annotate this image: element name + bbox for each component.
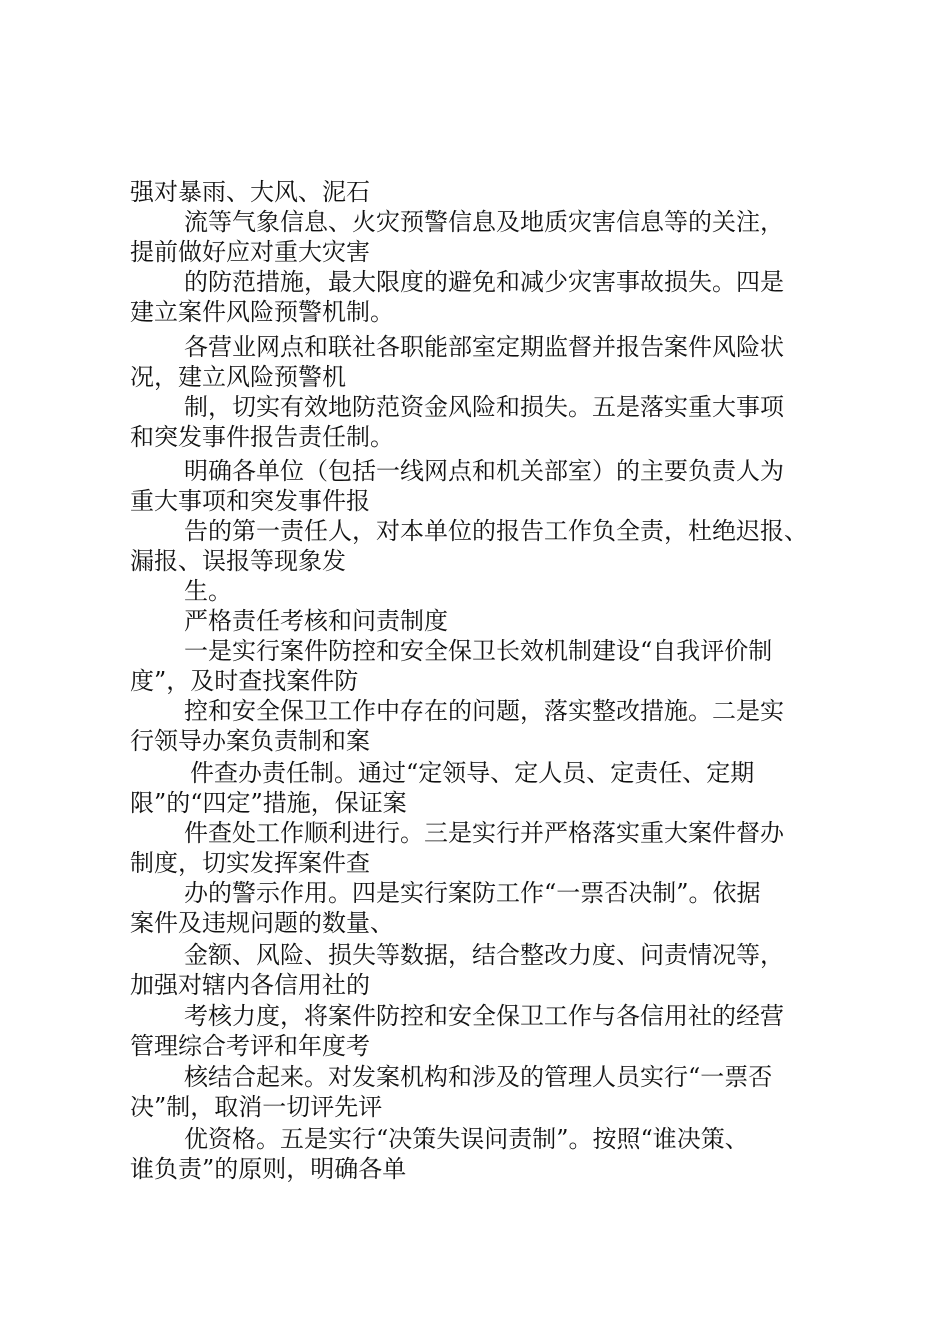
text-line: 考核力度，将案件防控和安全保卫工作与各信用社的经营 [184, 1002, 784, 1030]
text-line: 制度，切实发挥案件查 [130, 849, 370, 877]
text-line: 限”的“四定”措施，保证案 [130, 789, 407, 817]
text-line: 决”制，取消一切评先评 [130, 1093, 383, 1121]
text-line: 行领导办案负责制和案 [130, 727, 370, 755]
text-line: 重大事项和突发事件报 [130, 487, 370, 515]
text-line: 核结合起来。对发案机构和涉及的管理人员实行“一票否 [184, 1063, 773, 1091]
text-line: 生。 [184, 577, 232, 605]
text-line: 漏报、误报等现象发 [130, 547, 346, 575]
text-line: 优资格。五是实行“决策失误问责制”。按照“谁决策、 [184, 1125, 749, 1153]
text-line: 明确各单位（包括一线网点和机关部室）的主要负责人为 [184, 457, 784, 485]
text-line: 谁负责”的原则，明确各单 [130, 1155, 407, 1183]
text-line: 金额、风险、损失等数据，结合整改力度、问责情况等， [184, 941, 784, 969]
text-line: 案件及违规问题的数量、 [130, 909, 394, 937]
text-line: 件查处工作顺利进行。三是实行并严格落实重大案件督办 [184, 819, 784, 847]
text-line: 管理综合考评和年度考 [130, 1032, 370, 1060]
text-line: 制，切实有效地防范资金风险和损失。五是落实重大事项 [184, 393, 784, 421]
text-line: 加强对辖内各信用社的 [130, 971, 370, 999]
section-heading: 严格责任考核和问责制度 [184, 607, 448, 635]
text-line: 一是实行案件防控和安全保卫长效机制建设“自我评价制 [184, 637, 773, 665]
text-line: 提前做好应对重大灾害 [130, 238, 370, 266]
text-line: 的防范措施，最大限度的避免和减少灾害事故损失。四是 [184, 268, 784, 296]
text-line: 度”，及时查找案件防 [130, 667, 359, 695]
text-line: 办的警示作用。四是实行案防工作“一票否决制”。依据 [184, 879, 761, 907]
text-line: 强对暴雨、大风、泥石 [130, 178, 370, 206]
text-line: 况，建立风险预警机 [130, 363, 346, 391]
text-line: 件查办责任制。通过“定领导、定人员、定责任、定期 [190, 759, 755, 787]
text-line: 控和安全保卫工作中存在的问题，落实整改措施。二是实 [184, 697, 784, 725]
text-line: 各营业网点和联社各职能部室定期监督并报告案件风险状 [184, 333, 784, 361]
text-line: 流等气象信息、火灾预警信息及地质灾害信息等的关注， [184, 208, 784, 236]
text-line: 建立案件风险预警机制。 [130, 298, 394, 326]
text-line: 和突发事件报告责任制。 [130, 423, 394, 451]
text-line: 告的第一责任人，对本单位的报告工作负全责，杜绝迟报、 [184, 517, 808, 545]
